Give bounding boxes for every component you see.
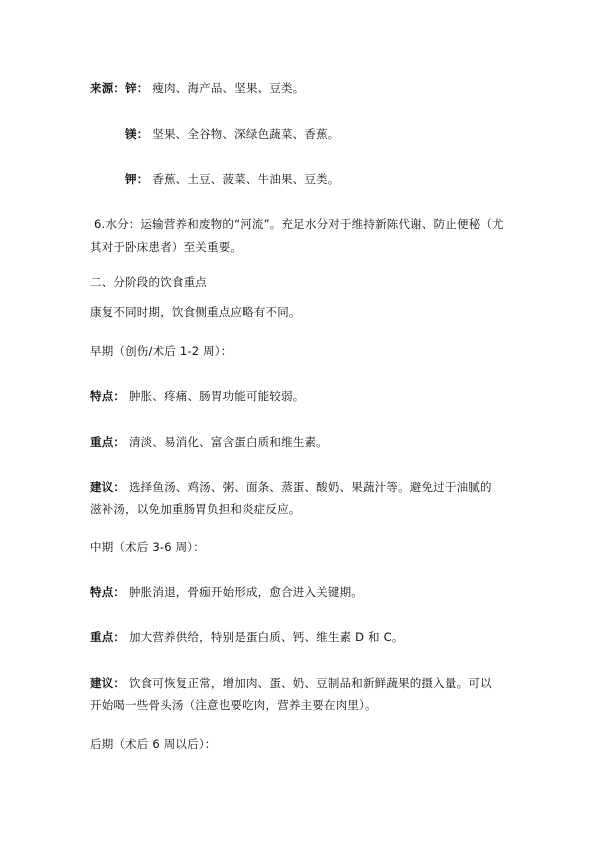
middle-focus-label: 重点：: [90, 630, 126, 644]
middle-advice-label: 建议：: [90, 676, 126, 690]
early-focus-text: 清淡、易消化、富含蛋白质和维生素。: [128, 435, 328, 449]
middle-heading: 中期（术后 3-6 周）：: [90, 540, 205, 554]
early-advice-label: 建议：: [90, 480, 126, 494]
early-heading: 早期（创伤/术后 1-2 周）：: [90, 344, 233, 358]
source-potassium-line: [125, 171, 339, 187]
early-features-label: 特点：: [90, 389, 126, 403]
middle-advice-line-2: 开始喝一些骨头汤（注意也要吃肉，营养主要在肉里）。: [90, 698, 377, 712]
source-magnesium-text: 坚果、全谷物、深绿色蔬菜、香蕉。: [152, 127, 340, 141]
source-magnesium-label: 镁：: [125, 127, 149, 141]
source-magnesium-line: [125, 126, 339, 142]
middle-features-label: 特点：: [90, 585, 126, 599]
middle-features-text: 肿胀消退，骨痂开始形成，愈合进入关键期。: [128, 585, 363, 599]
source-zinc-text: 瘦肉、海产品、坚果、豆类。: [152, 81, 305, 95]
middle-features-line: [90, 584, 363, 600]
middle-advice-text-1: 饮食可恢复正常，增加肉、蛋、奶、豆制品和新鲜蔬果的摄入量。可以: [128, 676, 492, 690]
source-zinc-line: [90, 80, 304, 96]
source-potassium-text: 香蕉、土豆、菠菜、牛油果、豆类。: [152, 172, 340, 186]
middle-focus-line: [90, 629, 404, 645]
source-potassium-label: 钾：: [125, 172, 149, 186]
source-zinc-label: 来源：锌：: [90, 81, 149, 95]
early-advice-text-1: 选择鱼汤、鸡汤、粥、面条、蒸蛋、酸奶、果蔬汁等。避免过于油腻的: [128, 480, 492, 494]
early-focus-label: 重点：: [90, 435, 126, 449]
late-heading: 后期（术后 6 周以后）：: [90, 737, 217, 751]
early-focus-line: [90, 434, 328, 450]
section-intro: 康复不同时期，饮食侧重点应略有不同。: [90, 305, 301, 319]
section-heading: 二、分阶段的饮食重点: [90, 275, 207, 289]
early-features-text: 肿胀、疼痛、肠胃功能可能较弱。: [128, 389, 305, 403]
middle-advice-line-1: [90, 675, 492, 691]
water-line-1: 6.水分：运输营养和废物的“河流”。充足水分对于维持新陈代谢、防止便秘（尤: [94, 217, 504, 231]
early-advice-line-1: [90, 479, 492, 495]
water-line-2: 其对于卧床患者）至关重要。: [90, 240, 243, 254]
middle-focus-text: 加大营养供给，特别是蛋白质、钙、维生素 D 和 C。: [128, 630, 404, 644]
early-features-line: [90, 388, 304, 404]
early-advice-line-2: 滋补汤，以免加重肠胃负担和炎症反应。: [90, 502, 301, 516]
